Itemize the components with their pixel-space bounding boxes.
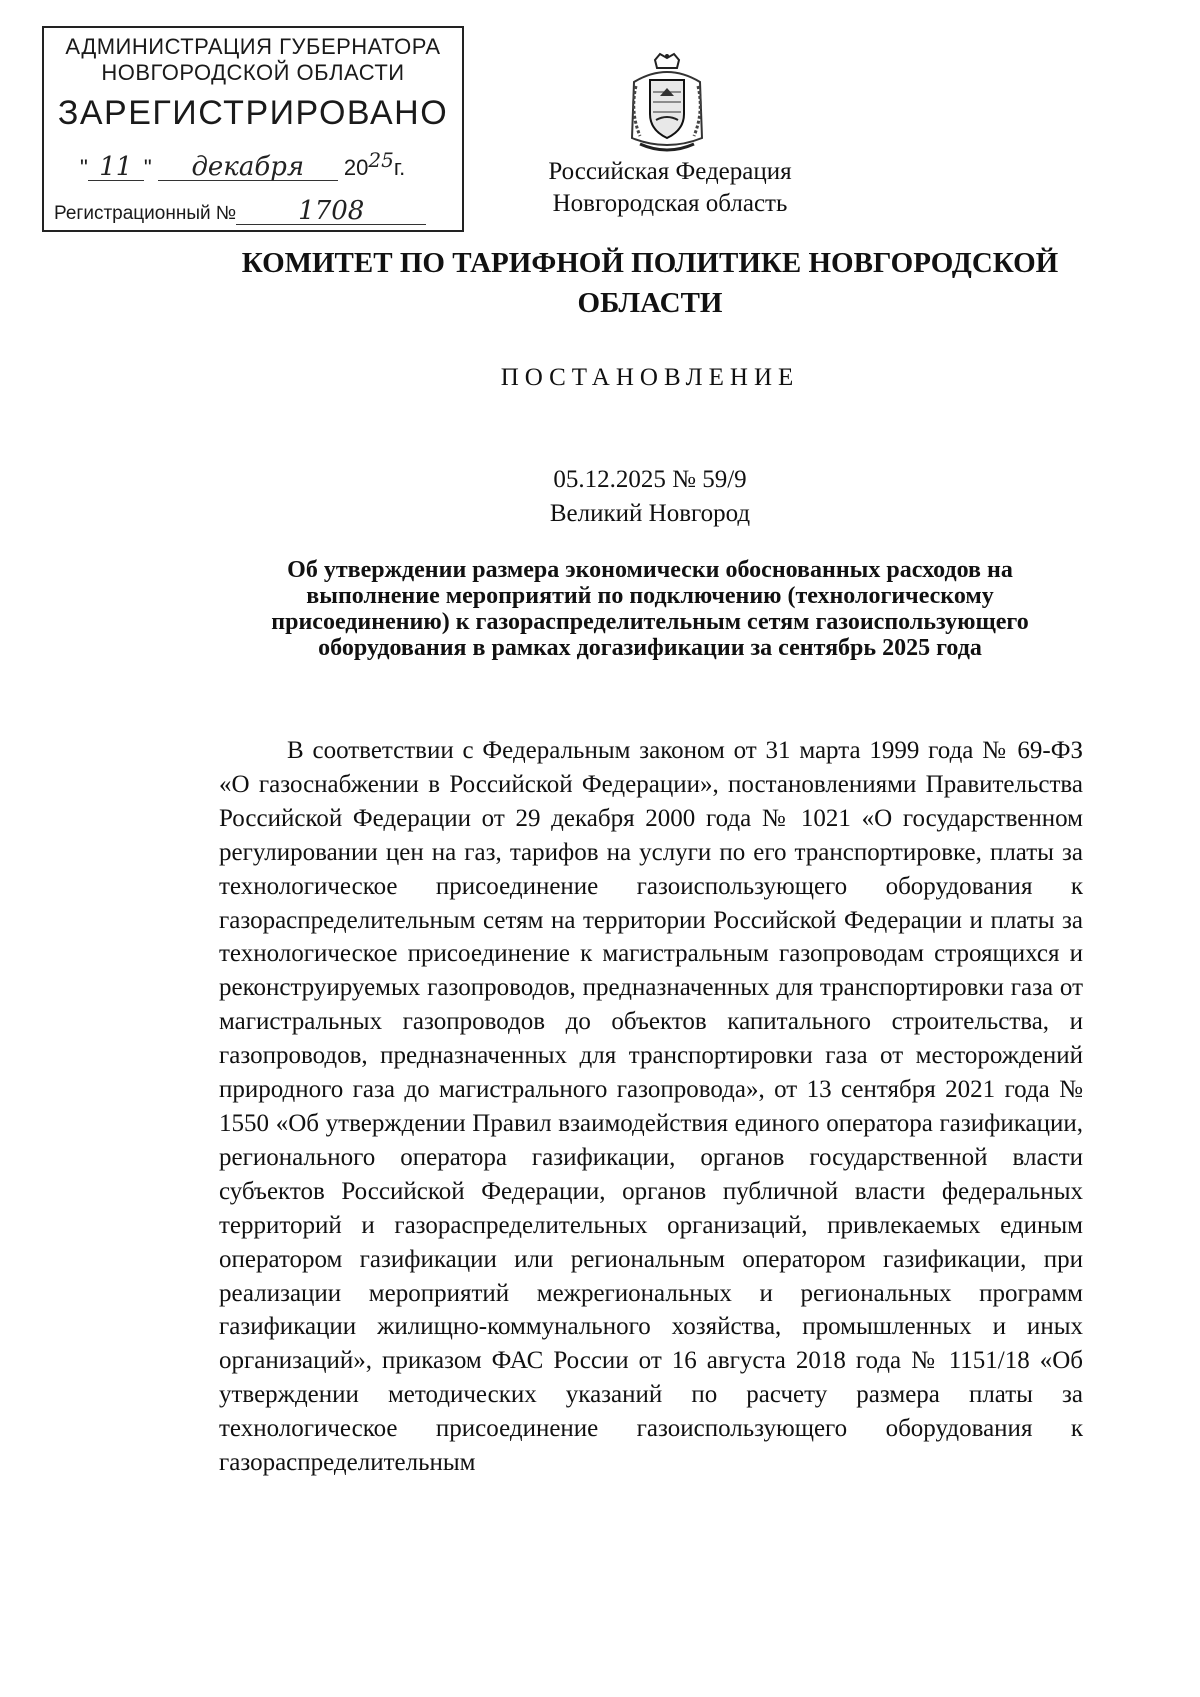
stamp-registered: ЗАРЕГИСТРИРОВАНО <box>57 94 449 132</box>
country-name: Российская Федерация <box>548 158 792 185</box>
stamp-date-year-suffix: 25 <box>368 148 394 172</box>
document-type: ПОСТАНОВЛЕНИЕ <box>500 364 800 391</box>
stamp-date: " 11 " декабря 2025г. <box>80 148 406 182</box>
document-city: Великий Новгород <box>549 500 751 527</box>
body-paragraph: В соответствии с Федеральным законом от 31 марта 1999 года № 69-ФЗ «О газоснабжении в Российской Федерации», постановлениями Правительства Российской Федерации от 29 декабря 2000 года № 1021 «О государственном регулировании цен на газ, тарифов на услуги по его транспортировке, платы за технологическое присоединение газоиспользующего оборудования к газораспределительным сетям на территории Российской Федерации и платы за технологическое присоединение к магистральным газопроводам строящихся и реконструируемых газопроводов, предназначенных для транспортировки газа от магистральных газопроводов до объектов капитального строительства, и газопроводов, предназначенных для транспортировки газа от месторождений природного газа до магистрального газопровода», от 13 сентября 2021 года № 1550 «Об утверждении Правил взаимодействия единого оператора газификации, регионального оператора газификации, органов государственной власти субъектов Российской Федерации, органов публичной власти федеральных территорий и газораспределительных организаций, привлекаемых единым оператором газификации или региональным оператором газификации, при реализации мероприятий межрегиональных и региональных программ газификации жилищно-коммунального хозяйства, промышленных и иных организаций», приказом ФАС России от 16 августа 2018 года № 1151/18 «Об утверждении методических указаний по расчету размера платы за технологическое присоединение газоиспользующего оборудования к газораспределительным <box>219 737 1083 1477</box>
stamp-date-year-prefix: 20 <box>343 155 369 180</box>
subject-line: оборудования в рамках догазификации за сентябрь 2025 года <box>318 635 982 661</box>
stamp-reg-number-value: 1708 <box>236 198 426 225</box>
country-block <box>480 156 860 220</box>
stamp-date-year-unit: г. <box>393 155 406 180</box>
document-body <box>219 734 1083 1480</box>
stamp-org-line2: НОВГОРОДСКОЙ ОБЛАСТИ <box>101 60 405 85</box>
document-date-number: 05.12.2025 № 59/9 <box>553 466 747 493</box>
stamp-org-line1: АДМИНИСТРАЦИЯ ГУБЕРНАТОРА <box>65 34 441 59</box>
document-date-block <box>500 463 800 531</box>
subject-line: выполнение мероприятий по подключению (технологическому <box>306 583 994 609</box>
registration-stamp <box>42 26 464 232</box>
subject-line: Об утверждении размера экономически обоснованных расходов на <box>287 557 1013 583</box>
coat-of-arms-icon <box>622 52 712 156</box>
stamp-date-day: 11 <box>88 154 144 181</box>
committee-title <box>220 243 1080 323</box>
stamp-date-month: декабря <box>158 154 338 181</box>
committee-title-line1: КОМИТЕТ ПО ТАРИФНОЙ ПОЛИТИКЕ НОВГОРОДСКОЙ <box>241 247 1059 279</box>
document-subject <box>215 557 1085 661</box>
stamp-reg-number-label: Регистрационный № <box>54 203 237 224</box>
stamp-reg-number <box>54 198 426 225</box>
committee-title-line2: ОБЛАСТИ <box>577 287 723 319</box>
subject-line: присоединению) к газораспределительным сетям газоиспользующего <box>271 609 1029 635</box>
region-name: Новгородская область <box>552 190 788 217</box>
